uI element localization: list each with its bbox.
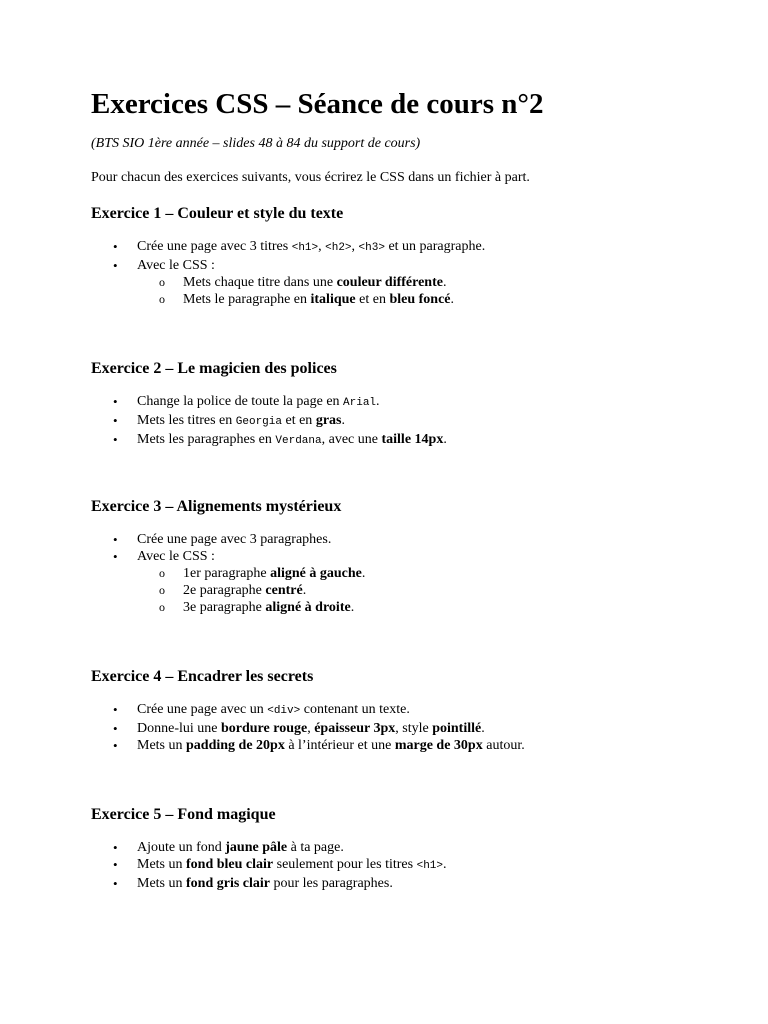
- bullet-icon: •: [113, 258, 118, 273]
- item-text: , avec une: [321, 432, 382, 447]
- code-text: <h1>: [416, 860, 443, 872]
- code-text: <h1>: [291, 242, 319, 254]
- item-text: et en: [281, 413, 316, 428]
- item-text: Crée une page avec 3 paragraphes.: [137, 532, 332, 547]
- item-text: Mets un: [137, 857, 186, 872]
- exercise-5-list: [91, 839, 708, 892]
- item-text: ,: [351, 239, 359, 254]
- item-text: et un paragraphe.: [384, 239, 486, 254]
- list-item: [91, 737, 708, 754]
- code-text: <h2>: [325, 242, 352, 254]
- bold-text: bordure rouge: [220, 721, 308, 736]
- item-text: Mets un: [137, 876, 186, 891]
- bold-text: fond bleu clair: [186, 857, 274, 872]
- item-text: .: [361, 566, 366, 581]
- item-text: Crée une page avec 3 titres: [137, 239, 292, 254]
- bold-text: taille 14px: [381, 432, 444, 447]
- item-text: .: [481, 721, 485, 736]
- exercise-5-heading: Exercice 5 – Fond magique: [91, 806, 276, 823]
- item-text: Ajoute un fond: [137, 840, 226, 855]
- bold-text: centré: [265, 583, 303, 598]
- bold-text: bleu foncé: [389, 292, 451, 307]
- item-text: .: [442, 275, 447, 290]
- sub-list-item: [137, 274, 708, 291]
- item-text: ,: [307, 721, 315, 736]
- sub-list: [137, 274, 708, 308]
- exercise-3: [91, 497, 708, 616]
- document-title: Exercices CSS – Séance de cours n°2: [91, 88, 544, 120]
- list-item: [91, 393, 708, 412]
- sub-bullet-icon: o: [159, 275, 165, 289]
- bullet-icon: •: [113, 840, 118, 855]
- bullet-icon: •: [113, 394, 118, 409]
- item-text: Avec le CSS :: [137, 549, 215, 564]
- sub-bullet-icon: o: [159, 583, 165, 597]
- bullet-icon: •: [113, 432, 118, 447]
- item-text: .: [376, 394, 380, 409]
- sub-list-item: [137, 291, 708, 308]
- list-item: [91, 531, 708, 548]
- item-text: Crée une page avec un: [137, 702, 268, 717]
- bullet-icon: •: [113, 702, 118, 717]
- bold-text: fond gris clair: [186, 876, 270, 891]
- item-text: Mets le paragraphe en: [183, 292, 311, 307]
- code-text: <h3>: [358, 242, 385, 254]
- item-text: .: [350, 600, 355, 615]
- item-text: Mets chaque titre dans une: [183, 275, 337, 290]
- list-item: [91, 548, 708, 616]
- item-text: 3e paragraphe: [183, 600, 266, 615]
- exercise-1: [91, 204, 708, 308]
- item-text: autour.: [482, 738, 525, 753]
- item-text: 2e paragraphe: [183, 583, 266, 598]
- list-item: [91, 720, 708, 737]
- list-item: [91, 839, 708, 856]
- item-text: Donne-lui une: [137, 721, 221, 736]
- sub-bullet-icon: o: [159, 292, 165, 306]
- bullet-icon: •: [113, 721, 118, 736]
- bold-text: pointillé: [432, 721, 482, 736]
- item-text: Avec le CSS :: [137, 258, 215, 273]
- sub-list-item: [137, 565, 708, 582]
- bullet-icon: •: [113, 876, 118, 891]
- bold-text: italique: [310, 292, 356, 307]
- item-text: , style: [395, 721, 433, 736]
- item-text: seulement pour les titres: [273, 857, 417, 872]
- bullet-icon: •: [113, 549, 118, 564]
- item-text: à ta page.: [287, 840, 344, 855]
- exercise-2-heading: Exercice 2 – Le magicien des polices: [91, 360, 337, 377]
- bullet-icon: •: [113, 857, 118, 872]
- list-item: [91, 875, 708, 892]
- bold-text: marge de 30px: [394, 738, 483, 753]
- exercise-1-list: [91, 238, 708, 308]
- list-item: [91, 701, 708, 720]
- exercise-3-heading: Exercice 3 – Alignements mystérieux: [91, 498, 342, 515]
- item-text: .: [443, 857, 447, 872]
- item-text: .: [443, 432, 447, 447]
- exercise-4: [91, 667, 708, 754]
- bold-text: padding de 20px: [186, 738, 285, 753]
- code-text: <div>: [267, 705, 301, 717]
- bold-text: épaisseur 3px: [314, 721, 396, 736]
- item-text: Change la police de toute la page en: [137, 394, 344, 409]
- bullet-icon: •: [113, 239, 118, 254]
- bold-text: jaune pâle: [225, 840, 288, 855]
- sub-bullet-icon: o: [159, 566, 165, 580]
- item-text: .: [450, 292, 455, 307]
- bullet-icon: •: [113, 413, 118, 428]
- item-text: 1er paragraphe: [183, 566, 271, 581]
- item-text: et en: [355, 292, 390, 307]
- sub-bullet-icon: o: [159, 600, 165, 614]
- exercise-4-list: [91, 701, 708, 754]
- item-text: .: [302, 583, 307, 598]
- bullet-icon: •: [113, 738, 118, 753]
- list-item: [91, 257, 708, 308]
- item-text: Mets les titres en: [137, 413, 236, 428]
- item-text: à l’intérieur et une: [284, 738, 395, 753]
- item-text: ,: [318, 239, 326, 254]
- bullet-icon: •: [113, 532, 118, 547]
- document-intro: Pour chacun des exercices suivants, vous écrirez le CSS dans un fichier à part.: [91, 170, 530, 185]
- exercise-1-heading: Exercice 1 – Couleur et style du texte: [91, 205, 344, 222]
- exercise-3-list: [91, 531, 708, 616]
- item-text: .: [341, 413, 345, 428]
- item-text: pour les paragraphes.: [270, 876, 393, 891]
- exercise-5: [91, 805, 708, 892]
- bold-text: couleur différente: [336, 275, 443, 290]
- sub-list: [137, 565, 708, 616]
- sub-list-item: [137, 599, 708, 616]
- bold-text: aligné à droite: [265, 600, 351, 615]
- list-item: [91, 412, 708, 431]
- exercise-4-heading: Exercice 4 – Encadrer les secrets: [91, 668, 314, 685]
- bold-text: gras: [315, 413, 342, 428]
- item-text: Mets un: [137, 738, 186, 753]
- exercise-2-list: [91, 393, 708, 450]
- list-item: [91, 856, 708, 875]
- exercise-2: [91, 359, 708, 450]
- list-item: [91, 431, 708, 450]
- list-item: [91, 238, 708, 257]
- code-text: Verdana: [275, 435, 322, 447]
- document-subtitle: (BTS SIO 1ère année – slides 48 à 84 du support de cours): [91, 136, 421, 151]
- sub-list-item: [137, 582, 708, 599]
- code-text: Arial: [343, 397, 377, 409]
- item-text: contenant un texte.: [300, 702, 410, 717]
- bold-text: aligné à gauche: [270, 566, 362, 581]
- code-text: Georgia: [235, 416, 282, 428]
- item-text: Mets les paragraphes en: [137, 432, 276, 447]
